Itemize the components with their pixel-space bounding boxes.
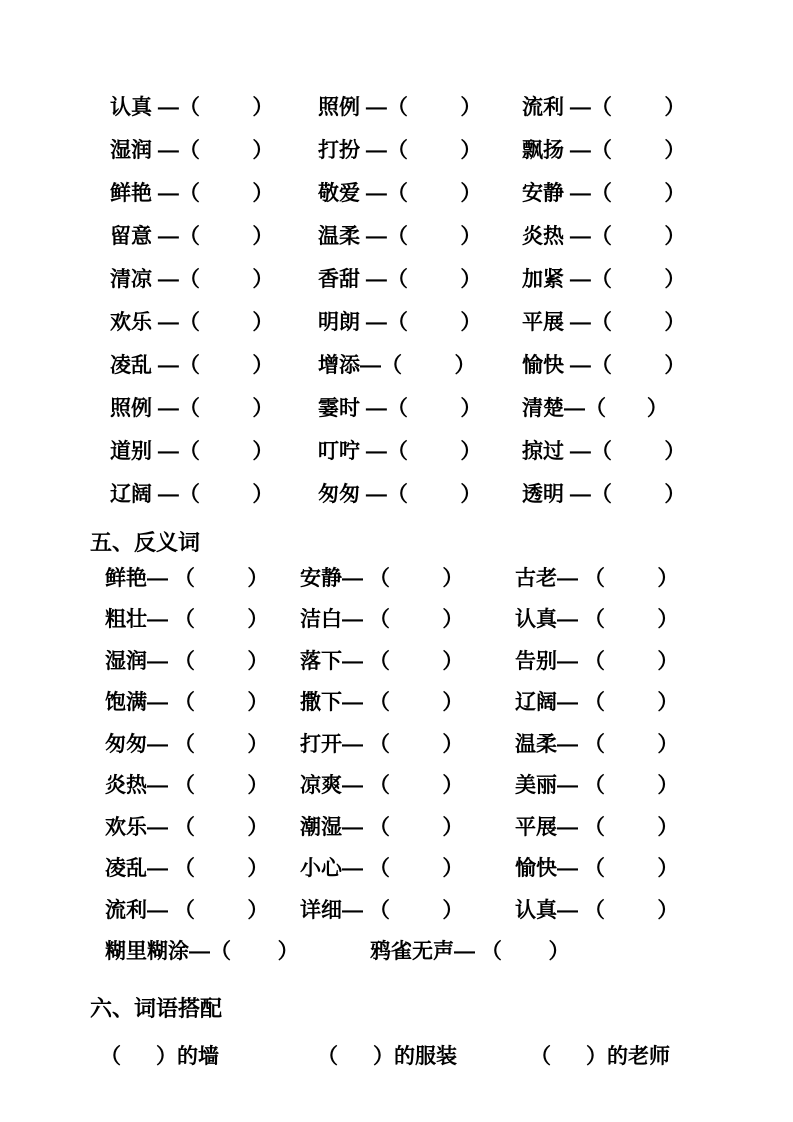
word-blank-item: 鲜艳— （ ） — [105, 566, 269, 590]
word-blank-item: 流利— （ ） — [105, 898, 269, 922]
word-blank-item: 匆匆— （ ） — [105, 732, 269, 756]
word-blank-item: 道别 —（ ） — [110, 439, 274, 463]
word-blank-item: 加紧 —（ ） — [522, 267, 686, 291]
word-blank-item: 清楚—（ ） — [522, 396, 668, 420]
word-blank-item: 敬爱 —（ ） — [318, 181, 482, 205]
antonyms-section-heading: 五、反义词 — [90, 530, 201, 555]
word-blank-item: 温柔 —（ ） — [318, 224, 482, 248]
word-blank-item: 小心— （ ） — [300, 857, 464, 881]
collocation-item: （ ）的墙 — [100, 1045, 220, 1068]
word-blank-item: 打扮 —（ ） — [318, 138, 482, 162]
collocation-item: （ ）的老师 — [530, 1045, 671, 1068]
word-blank-item: 认真— （ ） — [515, 898, 679, 922]
word-blank-item: 透明 —（ ） — [522, 482, 686, 506]
word-blank-item: 愉快— （ ） — [515, 857, 679, 881]
word-blank-item: 增添—（ ） — [318, 353, 476, 377]
word-blank-item: 古老— （ ） — [515, 566, 679, 590]
word-blank-item: 凌乱 —（ ） — [110, 353, 274, 377]
word-blank-item: 湿润 —（ ） — [110, 138, 274, 162]
word-blank-item: 流利 —（ ） — [522, 95, 686, 119]
word-blank-item: 糊里糊涂—（ ） — [105, 940, 299, 964]
word-blank-item: 详细— （ ） — [300, 898, 464, 922]
word-blank-item: 照例 —（ ） — [110, 396, 274, 420]
word-blank-item: 炎热— （ ） — [105, 774, 269, 798]
word-blank-item: 掠过 —（ ） — [522, 439, 686, 463]
word-blank-row — [0, 84, 793, 127]
word-blank-item: 美丽— （ ） — [515, 774, 679, 798]
word-blank-item: 洁白— （ ） — [300, 608, 464, 632]
word-blank-row — [0, 127, 793, 170]
word-blank-item: 安静— （ ） — [300, 566, 464, 590]
word-blank-item: 明朗 —（ ） — [318, 310, 482, 334]
word-blank-row — [0, 888, 793, 930]
word-blank-item: 打开— （ ） — [300, 732, 464, 756]
word-blank-item: 清凉 —（ ） — [110, 267, 274, 291]
word-blank-item: 湿润— （ ） — [105, 649, 269, 673]
word-blank-item: 香甜 —（ ） — [318, 267, 482, 291]
word-blank-row — [0, 385, 793, 428]
word-blank-row — [0, 256, 793, 299]
word-blank-item: 安静 —（ ） — [522, 181, 686, 205]
antonym-exercise-list — [0, 556, 793, 930]
word-blank-item: 凌乱— （ ） — [105, 857, 269, 881]
word-blank-row — [0, 213, 793, 256]
idiom-antonym-row — [0, 930, 793, 972]
word-blank-item: 认真 —（ ） — [110, 95, 274, 119]
word-blank-item: 匆匆 —（ ） — [318, 482, 482, 506]
word-blank-item: 霎时 —（ ） — [318, 396, 482, 420]
word-blank-item: 欢乐— （ ） — [105, 815, 269, 839]
word-blank-item: 撒下— （ ） — [300, 691, 464, 715]
word-blank-row — [0, 299, 793, 342]
word-blank-item: 落下— （ ） — [300, 649, 464, 673]
word-blank-row — [0, 471, 793, 514]
word-blank-item: 辽阔 —（ ） — [110, 482, 274, 506]
word-blank-item: 平展 —（ ） — [522, 310, 686, 334]
word-blank-item: 欢乐 —（ ） — [110, 310, 274, 334]
word-blank-item: 温柔— （ ） — [515, 732, 679, 756]
word-blank-item: 愉快 —（ ） — [522, 353, 686, 377]
word-blank-row — [0, 764, 793, 806]
word-blank-item: 认真— （ ） — [515, 608, 679, 632]
collocation-row — [0, 1040, 793, 1066]
word-blank-row — [0, 598, 793, 640]
word-blank-item: 凉爽— （ ） — [300, 774, 464, 798]
word-blank-item: 辽阔— （ ） — [515, 691, 679, 715]
word-blank-item: 飘扬 —（ ） — [522, 138, 686, 162]
word-blank-item: 鸦雀无声— （ ） — [370, 940, 570, 964]
word-blank-item: 叮咛 —（ ） — [318, 439, 482, 463]
word-blank-row — [0, 722, 793, 764]
word-blank-row — [0, 342, 793, 385]
word-blank-row — [0, 639, 793, 681]
word-blank-item: 饱满— （ ） — [105, 691, 269, 715]
word-blank-row — [0, 170, 793, 213]
word-blank-item: 粗壮— （ ） — [105, 608, 269, 632]
word-blank-row — [0, 556, 793, 598]
word-blank-row — [0, 805, 793, 847]
word-blank-item: 鲜艳 —（ ） — [110, 181, 274, 205]
word-blank-row — [0, 681, 793, 723]
word-blank-item: 潮湿— （ ） — [300, 815, 464, 839]
synonym-exercise-list — [0, 84, 793, 514]
word-blank-row — [0, 428, 793, 471]
collocation-item: （ ）的服装 — [317, 1045, 458, 1068]
collocation-section-heading: 六、词语搭配 — [90, 996, 223, 1021]
word-blank-item: 平展— （ ） — [515, 815, 679, 839]
word-blank-row — [0, 847, 793, 889]
word-blank-item: 告别— （ ） — [515, 649, 679, 673]
word-blank-item: 照例 —（ ） — [318, 95, 482, 119]
word-blank-item: 炎热 —（ ） — [522, 224, 686, 248]
word-blank-item: 留意 —（ ） — [110, 224, 274, 248]
